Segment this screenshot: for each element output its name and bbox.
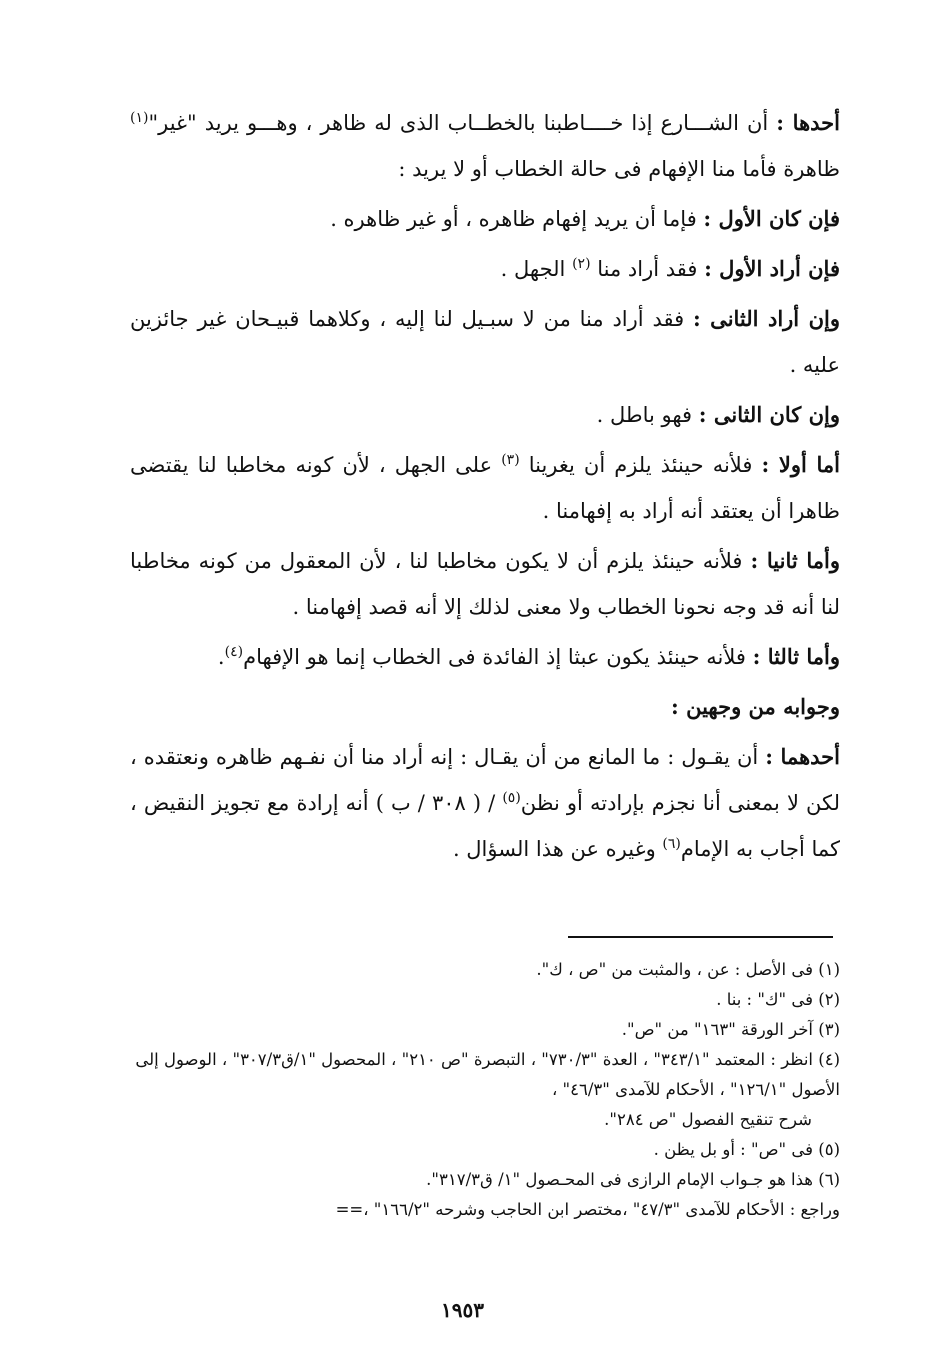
footnote-ref: (١)	[130, 110, 149, 126]
footnote-ref: (٤)	[224, 644, 244, 660]
paragraph-text: فقد أراد منا	[590, 257, 705, 281]
footnote-divider	[568, 936, 833, 938]
paragraph-text: ظاهرة فأما منا الإفهام فى حالة الخطاب أو لا يريد :	[398, 157, 840, 181]
footnote-continuation: شرح تنقيح الفصول "ص ٢٨٤".	[604, 1110, 812, 1129]
paragraph-lead: وإن أراد الثانى :	[692, 306, 840, 331]
paragraph-lead: وأما ثالثا :	[752, 644, 840, 669]
main-text	[130, 100, 840, 876]
paragraph-text: فلأنه حينئذ يلزم أن يغرينا	[519, 453, 762, 477]
page-number: ١٩٥٣	[441, 1298, 484, 1322]
footnote: (٢) فى "ك" : بنا .	[716, 990, 840, 1009]
footnote-ref: (٣)	[501, 452, 520, 468]
paragraph	[130, 100, 840, 192]
footnote-ref: (٥)	[502, 790, 521, 806]
paragraph-text: / ( ٣٠٨ / ب ) أنه إرادة مع تجويز النقيض ، كما أجاب به الإمام	[130, 791, 840, 861]
paragraph-lead: وإن كان الثانى :	[698, 402, 840, 427]
paragraph-lead: وجوابه من وجهين :	[671, 694, 840, 719]
footnote: (٥) فى "ص" : أو بل يظن .	[653, 1140, 840, 1159]
paragraph-text: وغيره عن هذا السؤال .	[452, 837, 663, 861]
paragraph	[130, 634, 840, 680]
paragraph-text: على الجهل ، لأن كونه مخاطبا لنا يقتضى ظاهرا أن يعتقد أنه أراد به إفهامنا .	[130, 453, 840, 523]
paragraph-lead: أحدها :	[776, 110, 840, 135]
paragraph-text: الجهل .	[500, 257, 573, 281]
paragraph	[130, 538, 840, 630]
paragraph	[130, 246, 840, 292]
paragraph-text: فلأنه حينئذ يلزم أن لا يكون مخاطبا لنا ، لأن المعقول من كونه مخاطبا لنا أنه قد وجه نحونا الخطاب ولا معنى لذلك إلا أنه قصد إفهامنا .	[130, 549, 840, 619]
paragraph-lead: فإن أراد الأول :	[704, 256, 840, 281]
paragraph-text: فإما أن يريد إفهام ظاهره ، أو غير ظاهره .	[330, 207, 704, 231]
paragraph-lead: أحدهما :	[765, 744, 841, 769]
paragraph-text: فلأنه حينئذ يكون عبثا إذ الفائدة فى الخطاب إنما هو الإفهام	[243, 645, 753, 669]
paragraph	[130, 734, 840, 872]
paragraph-text: أن الشـــارع إذا خــــاطبنا بالخطــاب الذى له ظاهر ، وهـــو يريد "غير"	[148, 111, 777, 135]
footnotes	[125, 955, 840, 1225]
paragraph	[130, 296, 840, 388]
footnote: وراجع : الأحكام للآمدى "٤٧/٣" ،مختصر ابن الحاجب وشرحه "١٦٦/٢" ،==	[335, 1200, 840, 1219]
paragraph	[130, 392, 840, 438]
footnote-ref: (٦)	[662, 836, 681, 852]
footnote-ref: (٢)	[572, 256, 591, 272]
paragraph	[130, 442, 840, 534]
paragraph	[130, 684, 840, 730]
paragraph-text: .	[217, 645, 225, 669]
footnote: (٤) انظر : المعتمد "٣٤٣/١" ، العدة "٧٣٠/٣" ، التبصرة "ص ٢١٠" ، المحصول "١/ق٣٠٧/٣" ، الوصول إلى الأصول "١٢٦/١" ، الأحكام للآمدى "٤٦/٣" ،	[135, 1050, 840, 1099]
paragraph-text: أن يقـول : ما المانع من أن يقـال : إنه أراد منا أن نفـهم ظاهره ونعتقده ، لكن لا بمعنى أنا نجزم بإرادته أو نظن	[130, 745, 840, 815]
paragraph-lead: أما أولا :	[761, 452, 840, 477]
footnote: (٣) آخر الورقة "١٦٣" من "ص".	[621, 1020, 840, 1039]
footnote: (١) فى الأصل : عن ، والمثبت من "ص ، ك".	[536, 960, 840, 979]
paragraph-lead: فإن كان الأول :	[703, 206, 840, 231]
footnote: (٦) هذا هو جـواب الإمام الرازى فى المحـصول "١/ ق٣١٧/٣".	[426, 1170, 840, 1189]
paragraph-text: فهو باطل .	[596, 403, 699, 427]
paragraph	[130, 196, 840, 242]
paragraph-text: فقد أراد منا من لا سبـيل لنا إليه ، وكلاهما قبيـحان غير جائزين عليه .	[130, 307, 840, 377]
paragraph-lead: وأما ثانيا :	[750, 548, 840, 573]
